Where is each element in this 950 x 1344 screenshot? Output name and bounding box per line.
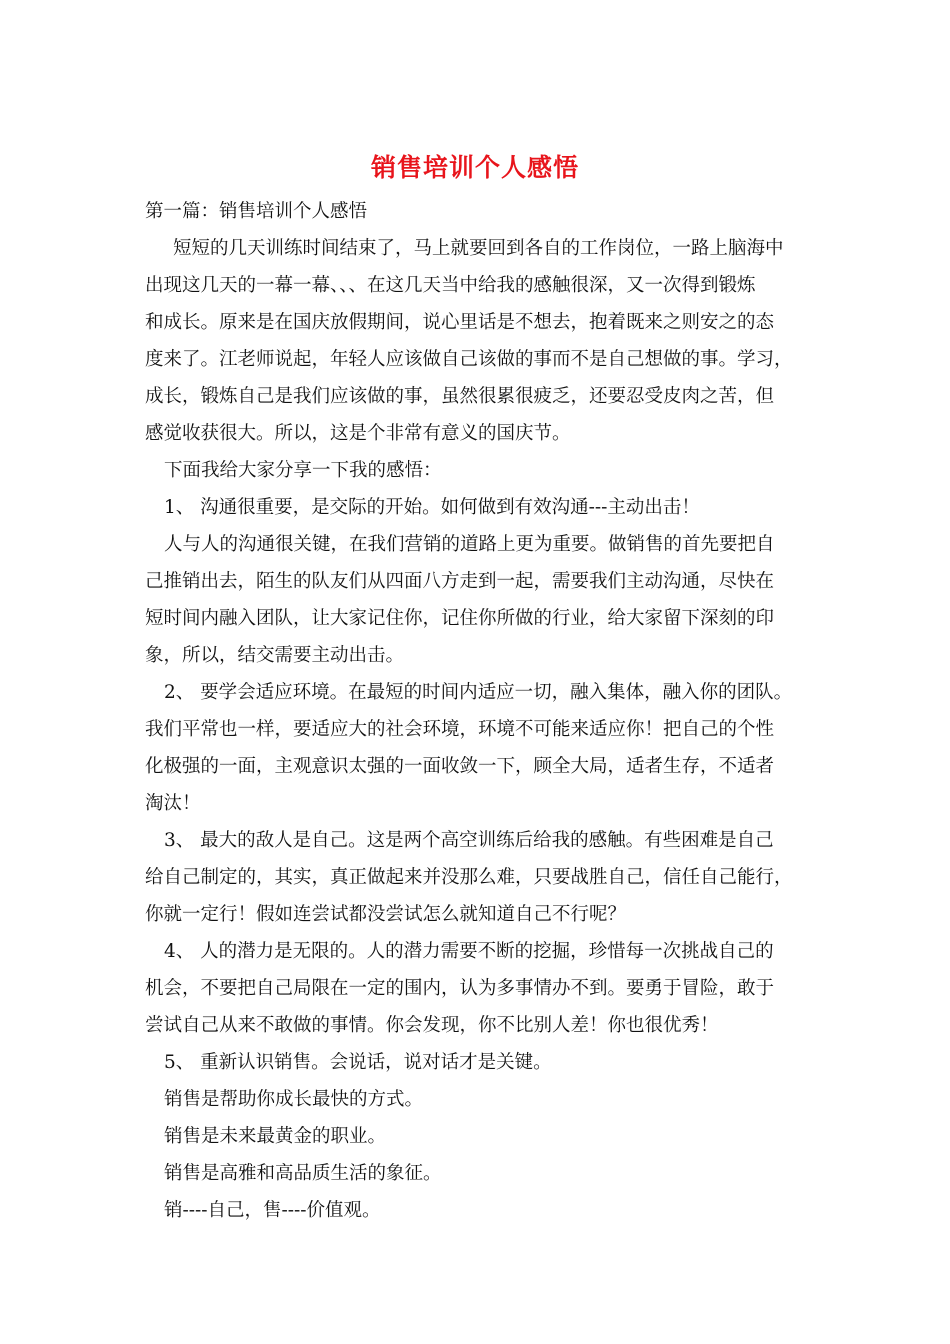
paragraph-line: 4、 人的潜力是无限的。人的潜力需要不断的挖掘，珍惜每一次挑战自己的 [164, 941, 774, 962]
paragraph-line: 短时间内融入团队，让大家记住你，记住你所做的行业，给大家留下深刻的印 [145, 608, 775, 629]
document-title: 销售培训个人感悟 [370, 153, 579, 182]
paragraph-line: 淘汰！ [145, 793, 201, 814]
paragraph-line: 化极强的一面，主观意识太强的一面收敛一下，顾全大局，适者生存，不适者 [145, 756, 775, 777]
paragraph-line: 感觉收获很大。所以，这是个非常有意义的国庆节。 [145, 423, 571, 444]
paragraph-line: 成长，锻炼自己是我们应该做的事，虽然很累很疲乏，还要忍受皮肉之苦，但 [145, 386, 775, 407]
paragraph-line: 短短的几天训练时间结束了，马上就要回到各自的工作岗位，一路上脑海中 [173, 238, 784, 259]
paragraph-line: 第一篇：销售培训个人感悟 [145, 201, 368, 222]
paragraph-line: 机会，不要把自己局限在一定的围内，认为多事情办不到。要勇于冒险，敢于 [145, 978, 775, 999]
paragraph-line: 和成长。原来是在国庆放假期间，说心里话是不想去，抱着既来之则安之的态 [145, 312, 775, 333]
paragraph-line: 出现这几天的一幕一幕、、、在这几天当中给我的感触很深，又一次得到锻炼 [145, 275, 756, 296]
paragraph-line: 度来了。江老师说起，年轻人应该做自己该做的事而不是自己想做的事。学习， [145, 349, 793, 370]
paragraph-line: 下面我给大家分享一下我的感悟： [164, 460, 442, 481]
paragraph-line: 销售是未来最黄金的职业。 [164, 1126, 387, 1147]
paragraph-line: 销售是高雅和高品质生活的象征。 [164, 1163, 442, 1184]
document-body [145, 193, 810, 1229]
paragraph-line: 给自己制定的，其实，真正做起来并没那么难，只要战胜自己，信任自己能行， [145, 867, 793, 888]
paragraph-line: 我们平常也一样，要适应大的社会环境，环境不可能来适应你！把自己的个性 [145, 719, 775, 740]
paragraph-line: 5、 重新认识销售。会说话，说对话才是关键。 [164, 1052, 552, 1073]
paragraph-line: 你就一定行！假如连尝试都没尝试怎么就知道自己不行呢？ [145, 904, 627, 925]
paragraph-line: 象，所以，结交需要主动出击。 [145, 645, 405, 666]
paragraph-line: 销售是帮助你成长最快的方式。 [164, 1089, 424, 1110]
paragraph-line: 3、 最大的敌人是自己。这是两个高空训练后给我的感触。有些困难是自己 [164, 830, 774, 851]
paragraph-line: 销----自己，售----价值观。 [164, 1200, 381, 1221]
paragraph-line: 己推销出去，陌生的队友们从四面八方走到一起，需要我们主动沟通，尽快在 [145, 571, 775, 592]
paragraph-line: 2、 要学会适应环境。在最短的时间内适应一切，融入集体，融入你的团队。 [164, 682, 793, 703]
paragraph-line: 尝试自己从来不敢做的事情。你会发现，你不比别人差！你也很优秀！ [145, 1015, 719, 1036]
paragraph-line: 人与人的沟通很关键，在我们营销的道路上更为重要。做销售的首先要把自 [164, 534, 775, 555]
paragraph-line: 1、 沟通很重要，是交际的开始。如何做到有效沟通---主动出击！ [164, 497, 700, 518]
